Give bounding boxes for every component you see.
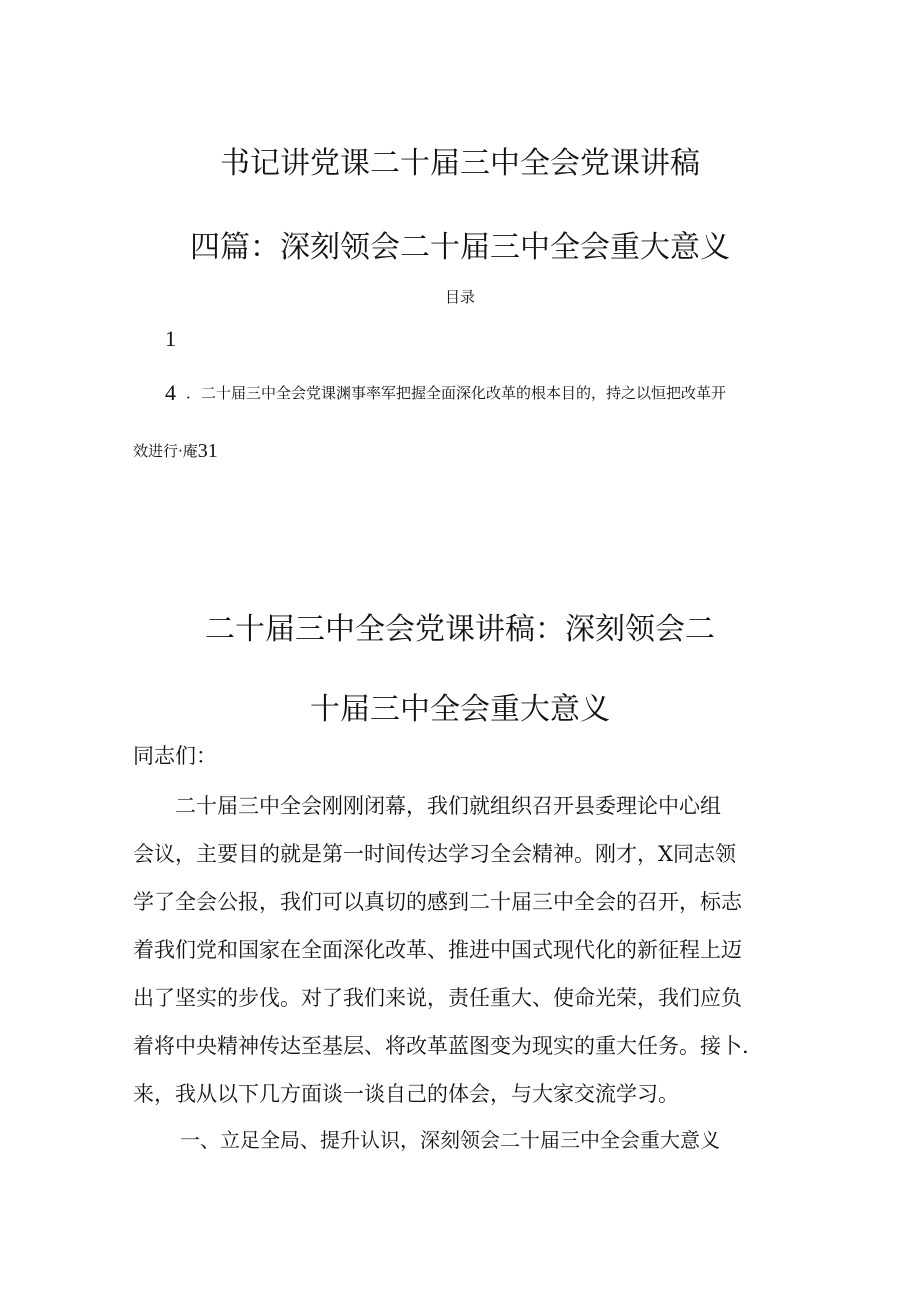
paragraph-line: 二十届三中全会刚刚闭幕，我们就组织召开县委理论中心组 <box>133 794 721 818</box>
paragraph-line: 会议，主要目的就是第一时间传达学习全会精神。刚才，X同志领 <box>133 842 736 866</box>
paragraph-line: 着将中央精神传达至基层、将改革蓝图变为现实的重大任务。接卜. <box>133 1034 749 1058</box>
section-title-line1: 二十届三中全会党课讲稿：深刻领会二 <box>205 612 715 647</box>
document-title: 书记讲党课二十届三中全会党课讲稿 <box>220 146 700 181</box>
toc-entry-continuation <box>133 440 218 463</box>
toc-heading: 目录 <box>444 288 475 306</box>
toc-entry <box>165 380 726 406</box>
paragraph-line: 出了坚实的步伐。对了我们来说，责任重大、使命光荣，我们应负 <box>133 986 742 1010</box>
section-title-line2: 十届三中全会重大意义 <box>310 692 610 727</box>
toc-entry-text: ．二十届三中全会党课渊事率军把握全面深化改革的根本目的，持之以恒把改革开 <box>186 384 727 402</box>
section-heading-one: 一、立足全局、提升认识，深刻领会二十届三中全会重大意义 <box>180 1128 720 1152</box>
toc-entry-number: 4 <box>165 380 176 405</box>
paragraph-line: 来，我从以下几方面谈一谈自己的体会，与大家交流学习。 <box>133 1082 679 1106</box>
greeting: 同志们： <box>133 744 217 768</box>
document-subtitle: 四篇：深刻领会二十届三中全会重大意义 <box>190 230 730 265</box>
toc-entry-page: 31 <box>197 440 218 462</box>
toc-entry-continuation-text: 效进行·庵 <box>133 442 198 460</box>
paragraph-line: 着我们党和国家在全面深化改革、推进中国式现代化的新征程上迈 <box>133 938 742 962</box>
toc-number: 1 <box>165 326 176 351</box>
paragraph-line: 学了全会公报，我们可以真切的感到二十届三中全会的召开，标志 <box>133 890 742 914</box>
